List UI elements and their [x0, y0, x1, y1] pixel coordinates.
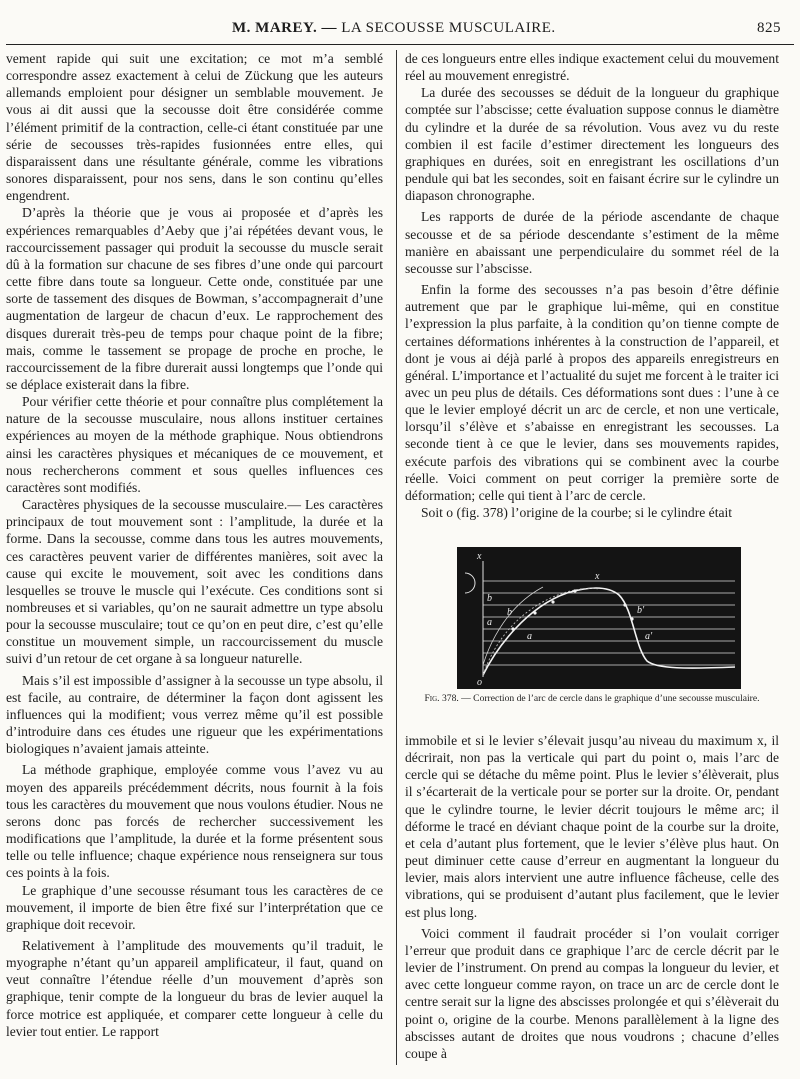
paragraph-r0: de ces longueurs entre elles indique exactement celui du mouvement réel au mouvement enregistré.	[405, 51, 779, 84]
secousse-curve	[483, 588, 735, 675]
author-name: M. MAREY.	[232, 20, 318, 36]
paragraph-r4: Soit o (fig. 378) l’origine de la courbe; si le cylindre était	[421, 505, 733, 521]
circle-mark	[465, 573, 475, 593]
paragraph-r1: La durée des secousses se déduit de la longueur du graphique comptée sur l’abscisse; cette évaluation suppose connus le diamètre du cylindre et la durée de sa révolution. Vous avez vu du reste combien il est facile d’estimer directement les longueurs des graphiques en durées, soit en enregistrant les oscillations d’un pendule qui bat les secondes, soit en faisant écrire sur le cylindre un diapason chronographe.	[405, 85, 779, 204]
title-separator: —	[321, 20, 337, 36]
right-column-top	[405, 50, 779, 521]
paragraph-l6: Le graphique d’une secousse résumant tous les caractères de ce mouvement, il importe de bien être fixé sur l’interprétation que ce graphique doit recevoir.	[6, 882, 383, 932]
myograph-plate	[457, 547, 741, 689]
figure-letter: a	[527, 631, 532, 642]
figure-caption	[405, 693, 779, 705]
paragraph-l7: Relativement à l’amplitude des mouvements qu’il traduit, le myographe n’étant qu’un appareil amplificateur, il faut, quand on veut connaître l’étendue réelle d’un mouvement d’après son graphique, tenir compte de la longueur du bras de levier auquel la force motrice est appliquée, et comparer cette longueur à celle du levier tout entier. Le rapport	[6, 937, 383, 1039]
figure-letter: b	[507, 607, 512, 618]
chapter-title: LA SECOUSSE MUSCULAIRE.	[341, 20, 556, 36]
paragraph-l4: Mais s’il est impossible d’assigner à la secousse un type absolu, il est facile, au contraire, de déterminer la façon dont agissent les influences qui la modifient; vous verrez même qu’il est possible d’introduire dans ces études une rigueur que les expérimentations biologiques n’avaient jamais atteinte.	[6, 672, 383, 757]
paragraph-l5: La méthode graphique, employée comme vous l’avez vu au moyen des appareils précédemment décrits, nous fournit à la fois tous les caractères du mouvement que nous voulons étudier. Nous ne serons donc pas forcés de rechercher successivement les modifications que l’amplitude, la durée et la forme présentent sous telle ou telle influence; chaque expérience nous renseignera sur tous ces points à la fois.	[6, 762, 383, 881]
plot-point	[630, 617, 633, 620]
column-divider	[396, 50, 397, 1065]
running-head	[0, 0, 800, 44]
figure-letter: a	[487, 617, 492, 628]
figure-378	[405, 547, 779, 727]
plot-point	[573, 589, 576, 592]
running-title	[232, 20, 556, 37]
header-rule	[6, 44, 794, 45]
figure-letter: b	[487, 593, 492, 604]
paragraph-l3: Caractères physiques de la secousse musculaire.— Les caractères principaux de tout mouvement sont : l’amplitude, la durée et la forme. Dans la secousse, comme dans tous les autres mouvements, ces caractères peuvent varier de différentes manières, soit avec la cause qui excite le mouvement, soit avec les conditions dans lesquelles se trouve le muscle qui l’exécute. Ces conditions sont si nombreuses et si variables, qu’on ne saurait admettre un type absolu pour la secousse musculaire; tout ce qu’on en peut dire, c’est qu’elle constitue un mouvement simple, un raccourcissement du muscle suivi d’un retour de cet organe à sa longueur naturelle.	[6, 497, 383, 667]
plot-point	[511, 627, 514, 630]
figure-caption-text: — Correction de l’arc de cercle dans le graphique d’une secousse musculaire.	[461, 693, 760, 704]
plot-point	[533, 611, 536, 614]
paragraph-l0: vement rapide qui suit une excitation; ce mot m’a semblé correspondre assez exactement à celui de Zückung que les auteurs allemands emploient pour désigner un semblable mouvement. Je vous ai dit aussi que la secousse doit être considérée comme l’élément primitif de la contraction, celle-ci étant constituée par une série de secousses très-rapides fusionnées entre elles, qui disparaissent dans une résultante générale, comme les vibrations sonores disparaissent, pour nos sens, dans le son continu qu’elles engendrent.	[6, 51, 383, 204]
figure-letter: b'	[637, 605, 645, 616]
paragraph-r5: immobile et si le levier s’élevait jusqu’au niveau du maximum x, il décrirait, non pas la verticale qui part du point o, mais l’arc de cercle qui se détache du même point. Plus le levier s’élèverait, plus il s’écarterait de la verticale pour se porter sur la droite. Or, pendant que le cylindre tourne, le levier décrit toujours le même arc; il déforme le tracé en déviant chaque point de la courbe sur la droite, et cela d’autant plus fortement, que le levier s’élève plus haut. On peut diminuer cette cause d’erreur en augmentant la longueur du levier, mais alors intervient une autre influence fâcheuse, celle des vibrations, qui se produisent d’autant plus facilement, que le levier est plus long.	[405, 733, 779, 920]
plot-point	[623, 603, 626, 606]
right-column-bottom	[405, 732, 779, 1062]
figure-letter: a'	[645, 631, 653, 642]
figure-letter: x	[595, 571, 600, 582]
figure-letter: o	[477, 677, 482, 688]
corrected-curve	[483, 588, 599, 675]
paragraph-r2: Les rapports de durée de la période ascendante de chaque secousse et de sa période descendante s’estiment de la même manière en abaissant une perpendiculaire du sommet réel de la secousse sur l’abscisse.	[405, 209, 779, 276]
paragraph-l1: D’après la théorie que je vous ai proposée et d’après les expériences remarquables d’Aeby que j’ai répétées devant vous, le raccourcissement passager qui produit la secousse du muscle serait dû à la formation sur chacune de ses fibres d’une onde qui parcourt cette fibre dans toute sa longueur. Cette onde, constituée par une sorte de tassement des disques de Bowman, s’accompagnerait d’une augmentation de largeur de chacun d’eux. Le rapprochement des disques durerait très-peu de temps pour chaque point de la fibre; mais, comme le tassement se propage de proche en proche, le raccourcissement de la fibre durerait aussi longtemps que l’onde qui se déplace existerait dans la fibre.	[6, 205, 383, 392]
left-column	[6, 50, 383, 1040]
figure-label: Fig. 378.	[424, 693, 459, 704]
paragraph-r6: Voici comment il faudrait procéder si l’on voulait corriger l’erreur que produit dans ce graphique l’arc de cercle décrit par le levier de l’instrument. On prend au compas la longueur du levier, et avec cette longueur comme rayon, on trace un arc de cercle dont le centre serait sur la ligne des abscisses prolongée et qui s’élèverait du point o, origine de la courbe. Menons parallèlement à la ligne des abscisses autant de droites que nous voudrons ; chacune d’elles coupe à	[405, 925, 779, 1061]
plot-point	[551, 600, 554, 603]
page-number: 825	[757, 20, 781, 36]
myograph-drawing	[457, 547, 741, 689]
paragraph-r3: Enfin la forme des secousses n’a pas besoin d’être définie autrement que par le graphique lui-même, qui en constitue l’expression la plus parfaite, à la condition qu’on tienne compte de certaines déformations inhérentes à la construction de l’appareil, et dont je vous ai déjà parlé à propos des appareils enregistreurs en général. L’importance et l’actualité du sujet me forcent à le traiter ici avec un peu plus de détails. Ces déformations sont dues : l’une à ce que le levier employé décrit un arc de cercle, et non une verticale, lorsqu’il s’élève et s’abaisse en enregistrant les secousses. La seconde tient à ce que le levier, dans ses mouvements rapides, exécute parfois des vibrations qui se combinent avec la courbe réelle. Voici comment on peut corriger la première sorte de déformation; celle qui tient à l’arc de cercle.	[405, 282, 779, 503]
figure-letter: x	[477, 551, 482, 562]
paragraph-l2: Pour vérifier cette théorie et pour connaître plus complétement la nature de la secousse musculaire, nous allons instituer certaines expériences au moyen de la méthode graphique. Nous obtiendrons ainsi les caractères physiques et mécaniques de ce mouvement, et nous rechercherons comment et sous quelles influences ces caractères sont modifiés.	[6, 394, 383, 495]
